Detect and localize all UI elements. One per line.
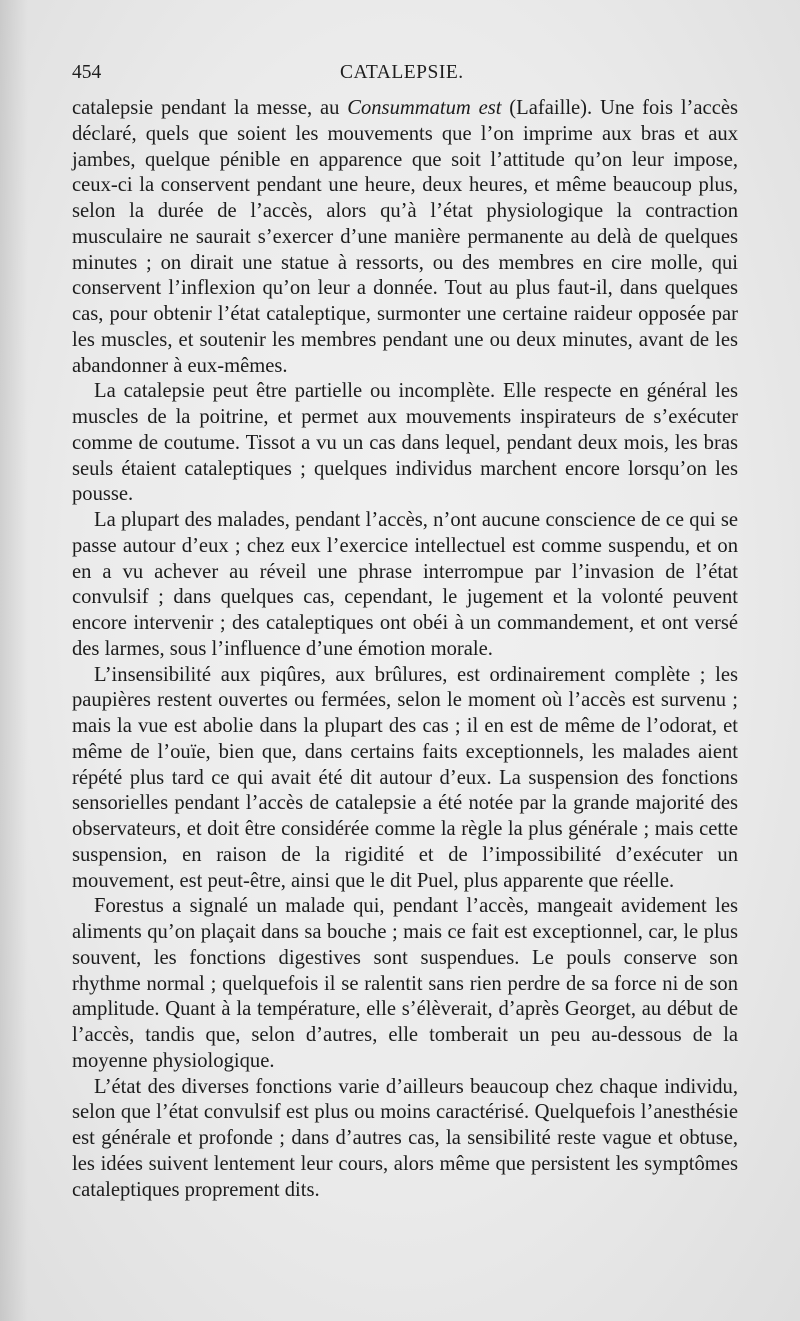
page-number: 454 [72,62,102,83]
paragraph-3: La plupart des malades, pendant l’accès, n’ont aucune conscience de ce qui se passe autour d’eux ; chez eux l’exercice intellectuel est comme suspendu, et on en a vu achever au réveil une phrase interrompue par l’invasion de l’état convulsif ; dans quelques cas, cependant, le jugement et la volonté peuvent encore intervenir ; des cataleptiques ont obéi à un commandement, et ont versé des larmes, sous l’influence d’une émotion morale. [72,509,738,660]
paragraph-1-start: catalepsie pendant la messe, au [72,97,348,119]
italic-latin-phrase: Consummatum est [347,97,502,119]
paragraph-2: La catalepsie peut être partielle ou incomplète. Elle respecte en général les muscles de la poitrine, et permet aux mouvements inspirateurs de s’exécuter comme de coutume. Tissot a vu un cas dans lequel, pendant deux mois, les bras seuls étaient cataleptiques ; quelques individus marchent encore lorsqu’on les pousse. [72,380,738,506]
paragraph-6: L’état des diverses fonctions varie d’ailleurs beaucoup chez chaque individu, selon que l’état convulsif est plus ou moins caractérisé. Quelquefois l’anesthésie est générale et profonde ; dans d’autres cas, la sensibilité reste vague et obtuse, les idées suivent lentement leur cours, alors même que persistent les symptômes cataleptiques proprement dits. [72,1075,738,1201]
paragraph-4: L’insensibilité aux piqûres, aux brûlures, est ordinairement complète ; les paupières restent ouvertes ou fermées, selon le moment où l’accès est survenu ; mais la vue est abolie dans la plupart des cas ; il en est de même de l’odorat, et même de l’ouïe, bien que, dans certains faits exceptionnels, les malades aient répété plus tard ce qui avait été dit autour d’eux. La suspension des fonctions sensorielles pendant l’accès de catalepsie a été notée par la grande majorité des observateurs, et doit être considérée comme la règle la plus générale ; mais cette suspension, en raison de la rigidité et de l’impossibilité d’exécuter un mouvement, est peut-être, ainsi que le dit Puel, plus apparente que réelle. [72,663,738,892]
page-gutter-shadow [0,0,28,1321]
page-header [72,62,738,88]
paragraph-5: Forestus a signalé un malade qui, pendant l’accès, mangeait avidement les aliments qu’on plaçait dans sa bouche ; mais ce fait est exceptionnel, car, le plus souvent, les fonctions digestives sont suspendues. Le pouls conserve son rhythme normal ; quelquefois il se ralentit sans rien perdre de sa force ni de son amplitude. Quant à la température, elle s’élèverait, d’après Georget, au début de l’accès, tandis que, selon d’autres, elle tomberait un peu au-dessous de la moyenne physiologique. [72,895,738,1072]
paragraph-1-rest: (Lafaille). Une fois l’accès déclaré, quels que soient les mouvements que l’on imprime aux bras et aux jambes, quelque pénible en apparence que soit l’attitude qu’on leur impose, ceux-ci la conservent pendant une heure, deux heures, et même beaucoup plus, selon la durée de l’accès, alors qu’à l’état physiologique la contraction musculaire ne saurait s’exercer d’une manière permanente au delà de quelques minutes ; on dirait une statue à ressorts, ou des membres en cire molle, qui conservent l’inflexion qu’on leur a donnée. Tout au plus faut-il, dans quelques cas, pour obtenir l’état cataleptique, surmonter une certaine raideur opposée par les muscles, et soutenir les membres pendant une ou deux minutes, avant de les abandonner à eux-mêmes. [72,97,738,377]
paragraph-1 [72,96,738,379]
running-title: CATALEPSIE. [340,62,464,83]
body-text [72,96,738,1203]
